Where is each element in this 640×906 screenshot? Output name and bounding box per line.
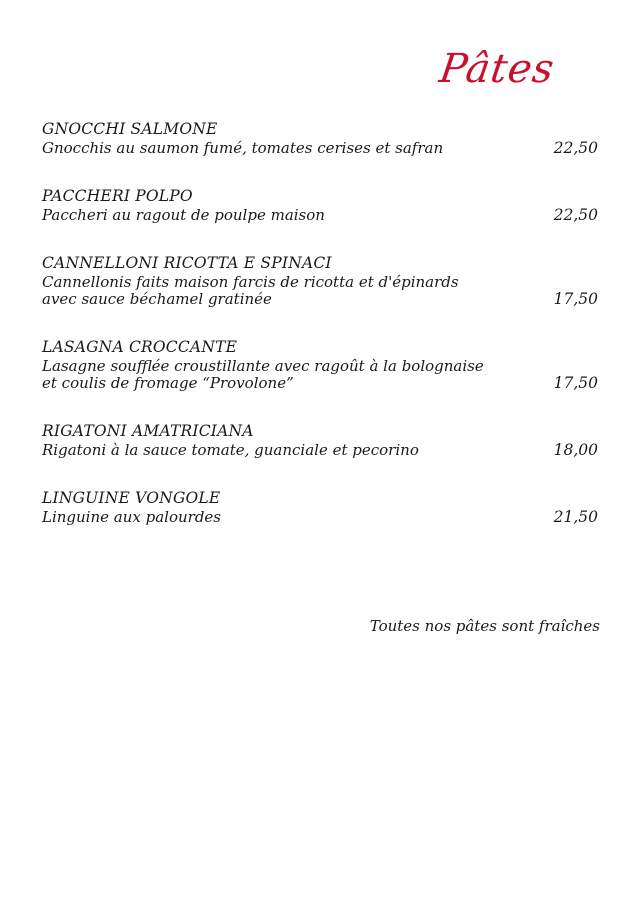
menu-item-price: 22,50: [553, 206, 598, 224]
menu-item: [42, 336, 598, 392]
menu-item-description: Rigatoni à la sauce tomate, guanciale et pecorino: [42, 441, 419, 459]
footer-note: Toutes nos pâtes sont fraîches: [369, 617, 600, 635]
menu-item-description: Linguine aux palourdes: [42, 508, 221, 526]
menu-item-description: Paccheri au ragout de poulpe maison: [42, 206, 325, 224]
menu-item-price: 21,50: [553, 508, 598, 526]
menu-item-price: 18,00: [553, 441, 598, 459]
menu-item-description: Gnocchis au saumon fumé, tomates cerises et safran: [42, 139, 444, 157]
menu-item-price: 17,50: [553, 290, 598, 308]
menu-item-name: RIGATONI AMATRICIANA: [42, 422, 254, 440]
menu-item: [42, 487, 598, 526]
menu-item: [42, 118, 598, 157]
menu-item-name: CANNELLONI RICOTTA E SPINACI: [42, 254, 332, 272]
menu-item-row: [42, 358, 598, 392]
menu-item-row: [42, 509, 598, 526]
menu-item-name: LASAGNA CROCCANTE: [42, 338, 238, 356]
menu-item-name: GNOCCHI SALMONE: [42, 120, 218, 138]
menu-item-name: PACCHERI POLPO: [42, 187, 193, 205]
menu-item: [42, 420, 598, 459]
menu-item: [42, 185, 598, 224]
menu-item-name: LINGUINE VONGOLE: [42, 489, 221, 507]
menu-item-description: Cannellonis faits maison farcis de ricotta et d'épinards avec sauce béchamel gratinée: [42, 273, 459, 308]
menu-item-row: [42, 442, 598, 459]
menu-item-price: 22,50: [553, 139, 598, 157]
menu-list: [42, 118, 598, 554]
page-title: Pâtes: [436, 46, 558, 92]
menu-item-price: 17,50: [553, 374, 598, 392]
menu-item-row: [42, 140, 598, 157]
menu-item-description: Lasagne soufflée croustillante avec ragoût à la bolognaise et coulis de fromage “Provolone”: [42, 357, 484, 392]
menu-item-row: [42, 207, 598, 224]
menu-item: [42, 252, 598, 308]
menu-item-row: [42, 274, 598, 308]
